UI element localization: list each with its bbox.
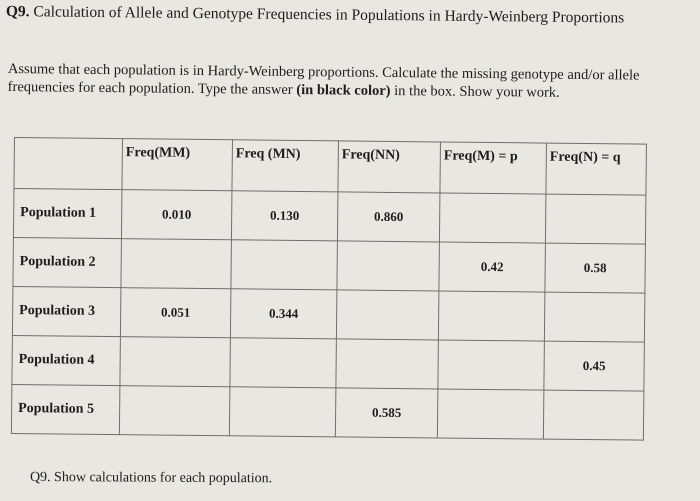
instructions-part2: in the box. Show your work.	[390, 83, 560, 101]
answer-cell[interactable]	[120, 337, 231, 387]
instructions	[8, 60, 688, 103]
table-row	[12, 286, 644, 342]
answer-cell[interactable]: 0.130	[231, 191, 338, 241]
answer-cell[interactable]: 0.585	[335, 388, 438, 438]
answer-cell[interactable]	[437, 389, 544, 439]
header-cell-blank	[14, 138, 123, 190]
answer-cell[interactable]	[231, 240, 338, 290]
answer-cell[interactable]	[438, 291, 545, 341]
answer-cell[interactable]	[438, 340, 545, 390]
answer-cell[interactable]: 0.860	[337, 192, 440, 242]
row-label: Population 1	[13, 189, 122, 239]
answer-cell[interactable]: 0.58	[545, 243, 646, 293]
answer-cell[interactable]	[337, 241, 440, 291]
answer-cell[interactable]	[336, 339, 439, 389]
answer-cell[interactable]: 0.344	[230, 289, 337, 339]
answer-cell[interactable]	[230, 338, 337, 388]
table-row	[13, 189, 645, 245]
answer-cell[interactable]: 0.45	[544, 341, 645, 391]
question-title-text: Calculation of Allele and Genotype Frequencies in Populations in Hardy-Weinberg Proportions	[33, 3, 625, 27]
table-row	[13, 237, 645, 293]
frequency-table-wrap	[11, 137, 647, 441]
header-freq-mm: Freq(MM)	[122, 139, 233, 191]
header-freq-m-p: Freq(M) = p	[440, 142, 547, 194]
answer-cell[interactable]	[119, 386, 230, 436]
answer-cell[interactable]	[439, 193, 546, 243]
row-label: Population 2	[13, 237, 122, 287]
header-freq-nn: Freq(NN)	[338, 141, 441, 193]
table-row	[12, 335, 644, 391]
instructions-bold: (in black color)	[296, 82, 391, 100]
instructions-part1: Assume that each population is in Hardy-Weinberg proportions. Calculate the missing genotype and/or allele frequencies for each population. Type the answer	[7, 60, 640, 99]
footer-question: Q9. Show calculations for each population.	[29, 470, 273, 487]
answer-cell[interactable]	[545, 194, 646, 244]
frequency-table	[11, 137, 647, 441]
header-freq-mn: Freq (MN)	[232, 140, 339, 192]
answer-cell[interactable]: 0.051	[120, 288, 231, 338]
answer-cell[interactable]	[336, 290, 439, 340]
header-freq-n-q: Freq(N) = q	[546, 143, 647, 195]
question-title	[6, 2, 686, 28]
row-label: Population 4	[12, 335, 121, 385]
answer-cell[interactable]	[121, 239, 232, 289]
table-header-row	[14, 138, 646, 196]
answer-cell[interactable]	[543, 390, 644, 440]
answer-cell[interactable]: 0.010	[121, 190, 232, 240]
answer-cell[interactable]: 0.42	[439, 242, 546, 292]
table-row	[11, 384, 643, 440]
answer-cell[interactable]	[229, 387, 336, 437]
row-label: Population 3	[12, 286, 121, 336]
answer-cell[interactable]	[544, 292, 645, 342]
row-label: Population 5	[11, 384, 120, 434]
question-number: Q9.	[5, 2, 30, 21]
